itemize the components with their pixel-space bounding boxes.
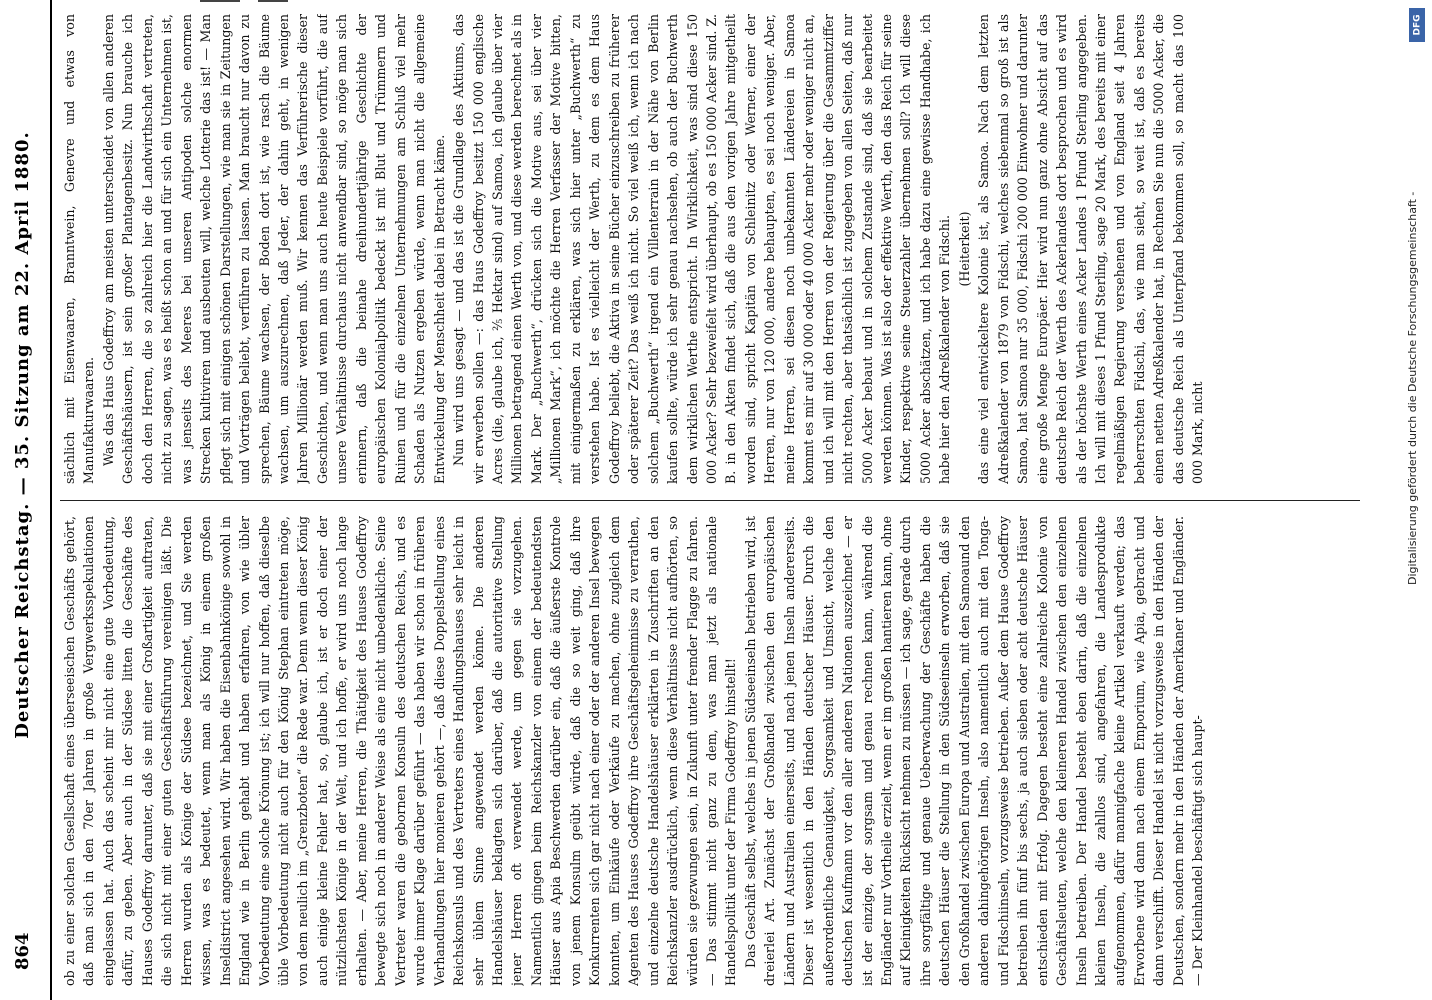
page-header xyxy=(0,0,52,1000)
text-columns xyxy=(60,0,1360,1000)
dfg-logo-text: DFG xyxy=(1412,14,1423,36)
paragraph: Nun wird uns gesagt — und das ist die Grundlage des Aktiums, das wir erwerben sollen —: das Haus Godeffroy besitzt 150 000 englische Acres (die, glaube ich, ²⁄₅ Hektar sind) auf Samoa, ich glaube über vier Millionen betragend einen Werth von, und diese werden berechnet als in Mark. Der „Buchwerth“, drücken sich die Motive aus, sei über vier „Millionen Mark“, ich möchte die Herren Verfasser der Motive bitten, mit einigermaßen zu erklären, was sich hier unter „Buchwerth“ zu verstehen habe. Ist es vielleicht der Werth, zu dem es dem Haus Godeffroy beliebt, die Aktiva in seine Bücher einzuschreiben zu früherer oder späterer Zeit? Das weiß ich nicht. So viel weiß ich, wenn ich nach solchem „Buchwerth“ irgend ein Villenterrain in der Nähe von Berlin kaufen sollte, würde ich sehr genau nachsehen, ob auch der Buchwerth dem wirklichen Werthe entspricht. In Wirklichkeit, was sind diese 150 000 Acker? Sehr bezweifelt wird überhaupt, ob es 150 000 Acker sind. Z. B. in den Akten findet sich, daß die aus den vorigen Jahre mitgetheilt worden sind, spricht Kapitän von Schleinitz oder Werner, einer der Herren, nur von 120 000, andere behaupten, es sei noch weniger. Aber, meine Herren, sei diesen noch unbekannten Ländereien in Samoa kommt es mir auf 30 000 oder 40 000 Acker mehr oder weniger nicht an, und ich will mit den Herren von der Regierung über die Gesammtziffer nicht rechten, aber thatsächlich ist zugegeben von allen Seiten, daß nur 5000 Acker bebaut und in solchem Zustande sind, daß sie bearbeitet werden können. Was ist also der effektive Werth, den das Reich für seine Kinder, respektive seine Steuerzahler übernehmen soll? Ich will diese 5000 Acker abschätzen, und ich habe dazu eine gewisse Handhabe, ich habe hier den Adreßkalender von Fidschi. xyxy=(451,14,953,484)
left-column xyxy=(60,516,1360,986)
page-title: Deutscher Reichstag. — 35. Sitzung am 22. April 1880. xyxy=(12,131,33,739)
right-column xyxy=(60,14,1360,484)
page-number: 864 xyxy=(12,932,33,970)
digitization-credit: Digitalisierung gefördert durch die Deutsche Forschungsgemeinschaft - xyxy=(1406,191,1419,585)
interjection: (Heiterkeit) xyxy=(956,211,972,287)
paragraph: sächlich mit Eisenwaaren, Branntwein, Genevre und etwas von Manufakturwaaren. xyxy=(62,14,97,484)
paragraph: ob zu einer solchen Gesellschaft eines überseeischen Geschäfts gehört, daß man sich in den 70er Jahren in große Vergwerksspekulationen eingelassen hat. Auch das scheint mir nicht eine gute Vorbedeutung, dafür, zu geben. Aber auch in der Südsee litten die Geschäfte des Hauses Godeffroy darunter, daß sie mit einer Großartigkeit auftraten, die sich nicht mit einer guten Geschäftsführung vereinigen läßt. Die Herren wurden als Könige der Südsee bezeichnet, und Sie werden wissen, was es bedeutet, wenn man als König in einem großen Inseldistrict angesehen wird. Wir haben die Eisenbahnkönige sowohl in England wie in Berlin gehabt und haben erfahren, von wie übler Vorbedeutung eine solche Krönung ist; ich will nur hoffen, daß dieselbe üble Vorbedeutung nicht auch für den König Stephan eintreten möge, von dem neulich im „Grenzboten“ die Rede war. Denn wenn dieser König auch einige kleine Fehler hat, so, glaube ich, ist er doch einer der nützlichsten Könige in der Welt, und ich hoffe, er wird uns noch lange erhalten. — Aber, meine Herren, die Thätigkeit des Hauses Godeffroy bewegte sich noch in anderer Weise als eine nicht unbedenkliche. Seine Vertreter waren die gebornen Konsuln des deutschen Reichs, und es wurde immer Klage darüber geführt — das haben wir schon in früheren Verhandlungen hier monieren gehört —, daß diese Doppelstellung eines Reichskonsuls und des Vertreters eines Handlungshauses sehr leicht in sehr üblem Sinne angewendet werden könne. Die anderen Handelshäuser beklagten sich darüber, daß die autoritative Stellung jener Herren oft verwendet werde, um gegen sie vorzugehen. Namentlich gingen beim Reichskanzler von einem der bedeutendsten Häuser aus Apia Beschwerden darüber ein, daß die äußerste Kontrole von jenem Konsulm geübt würde, daß die so weit ging, daß ihre Konkurrenten sich gar nicht nach einer oder der anderen Insel bewegen konnten, um Einkäufe oder Verkäufe zu machen, ohne zugleich dem Agenten des Hauses Godeffroy ihre Geschäftsgeheimnisse zu verrathen, und einzelne deutsche Handelshäuser erklärten in Zuschriften an den Reichskanzler ausdrücklich, wenn diese Verhältnisse nicht aufhörten, so würden sie gezwungen sein, in Zukunft unter fremder Flagge zu fahren. — Das stimmt nicht ganz zu dem, was man jetzt als nationale Handelspolitik unter der Firma Godeffroy hinstellt! xyxy=(62,516,739,986)
paragraph: Was das Haus Godeffroy am meisten unterscheidet von allen anderen Geschäftshäusern, ist sein großer Plantagenbesitz. Nun brauche ich doch den Herren, die so zahlreich hier die Landwirthschaft vertreten, nicht zu sagen, was es heißt schon an und für sich ein Unternehmen ist, was jenseits des Meeres bei unseren Antipoden solche enormen Strecken kultiviren und ausbeuten will, welche Lotterie das ist! — Man pflegt sich mit einigen schönen Darstellungen, wie man sie in Zeitungen und Vorträgen beliebt, verführen zu lassen. Man braucht nur davon zu sprechen, Bäume wachsen, der Boden dort ist, wie rasch die Bäume wachsen, um auszurechnen, daß Jeder, der dahin geht, in wenigen Jahren Millionär werden muß. Wir kennen das Verführerische dieser Geschichten, und wenn man uns auch heute Beispiele vorführt, die auf unsere Verhältnisse durchaus nicht anwendbar sind, so möge man sich erinnern, daß die beinahe dreihundertjährige Geschichte der europäischen Kolonialpolitik bedeckt ist mit Blut und Trümmern und Ruinen und für die einzelnen Unternehmungen am Schluß viel mehr Schaden als Nutzen ergeben würde, wenn man nicht die allgemeine Entwickelung der Menschheit dabei in Betracht käme. xyxy=(100,14,447,484)
dfg-logo xyxy=(1409,8,1425,42)
paragraph: das eine viel entwickeltere Kolonie ist, als Samoa. Nach dem letzten Adreßkalender von 1879 von Fidschi, welches siebenmal so groß ist als Samoa, hat Samoa nur 35 000, Fidschi 200 000 Einwohner und darunter eine große Menge Europäer. Hier wird nun ganz ohne Absicht auf das deutsche Reich der Werth des Ackerlandes dort besprochen und es wird als der höchste Werth eines Acker Landes 1 Pfund Sterling angegeben. Ich will mit dieses 1 Pfund Sterling, sage 20 Mark, des bereits mit einer regelmäßigen Regierung versehenen und von England seit 4 Jahren beherrschten Fidschi, das, wie man sieht, so weit ist, daß es bereits einen netten Adreßkalender hat, in Rechnen Sie nun die 5000 Acker, die das deutsche Reich als Unterpfand bekommen soll, so macht das 100 000 Mark, nicht xyxy=(976,14,1206,484)
paragraph: Das Geschäft selbst, welches in jenen Südseeinseln betrieben wird, ist dreierlei Art. Zunächst der Großhandel zwischen den europäischen Ländern und Australien einerseits, und nach jenen Inseln andererseits. Dieser ist wesentlich in den Händen deutscher Häuser. Durch die außerordentliche Genauigkeit, Sorgsamkeit und Umsicht, welche den deutschen Kaufmann vor den aller anderen Nationen auszeichnet — er ist der einzige, der sorgsam und genau rechnen kann, während die Engländer nur Vortheile erzielt, wenn er im großen hantieren kann, ohne auf Kleinigkeiten Rücksicht nehmen zu müssen — ich sage, gerade durch ihre sorgfältige und genaue Ueberwachung der Geschäfte haben die deutschen Häuser die Stellung in den Südseeinseln erworben, daß sie den Großhandel zwischen Europa und Australien, mit den Samoaund den anderen dahingehörigen Inseln, also namentlich auch mit den Tonga- und Fidschiinseln, vorzugsweise betrieben. Außer dem Hause Godeffroy betreiben ihn fünf bis sechs, ja auch sieben oder acht deutsche Häuser entschieden mit Erfolg. Dagegen besteht eine zahlreiche Kolonie von Geschäftsleuten, welche den kleineren Handel zwischen den einzelnen Inseln betreiben. Der Handel besteht eben darin, daß die einzelnen kleinen Inseln, die zahllos sind, angefahren, die Landesprodukte aufgenommen, dafür mannigfache kleine Artikel verkauft werden; das Erworbene wird dann nach einem Emporium, wie Apia, gebracht und dann verschifft. Dieser Handel ist nicht vorzugsweise in den Händen der Deutschen, sondern mehr in den Händen der Amerikaner und Engländer. — Der Kleinhandel beschäftigt sich haupt- xyxy=(742,516,1206,986)
column-divider xyxy=(60,500,1360,501)
